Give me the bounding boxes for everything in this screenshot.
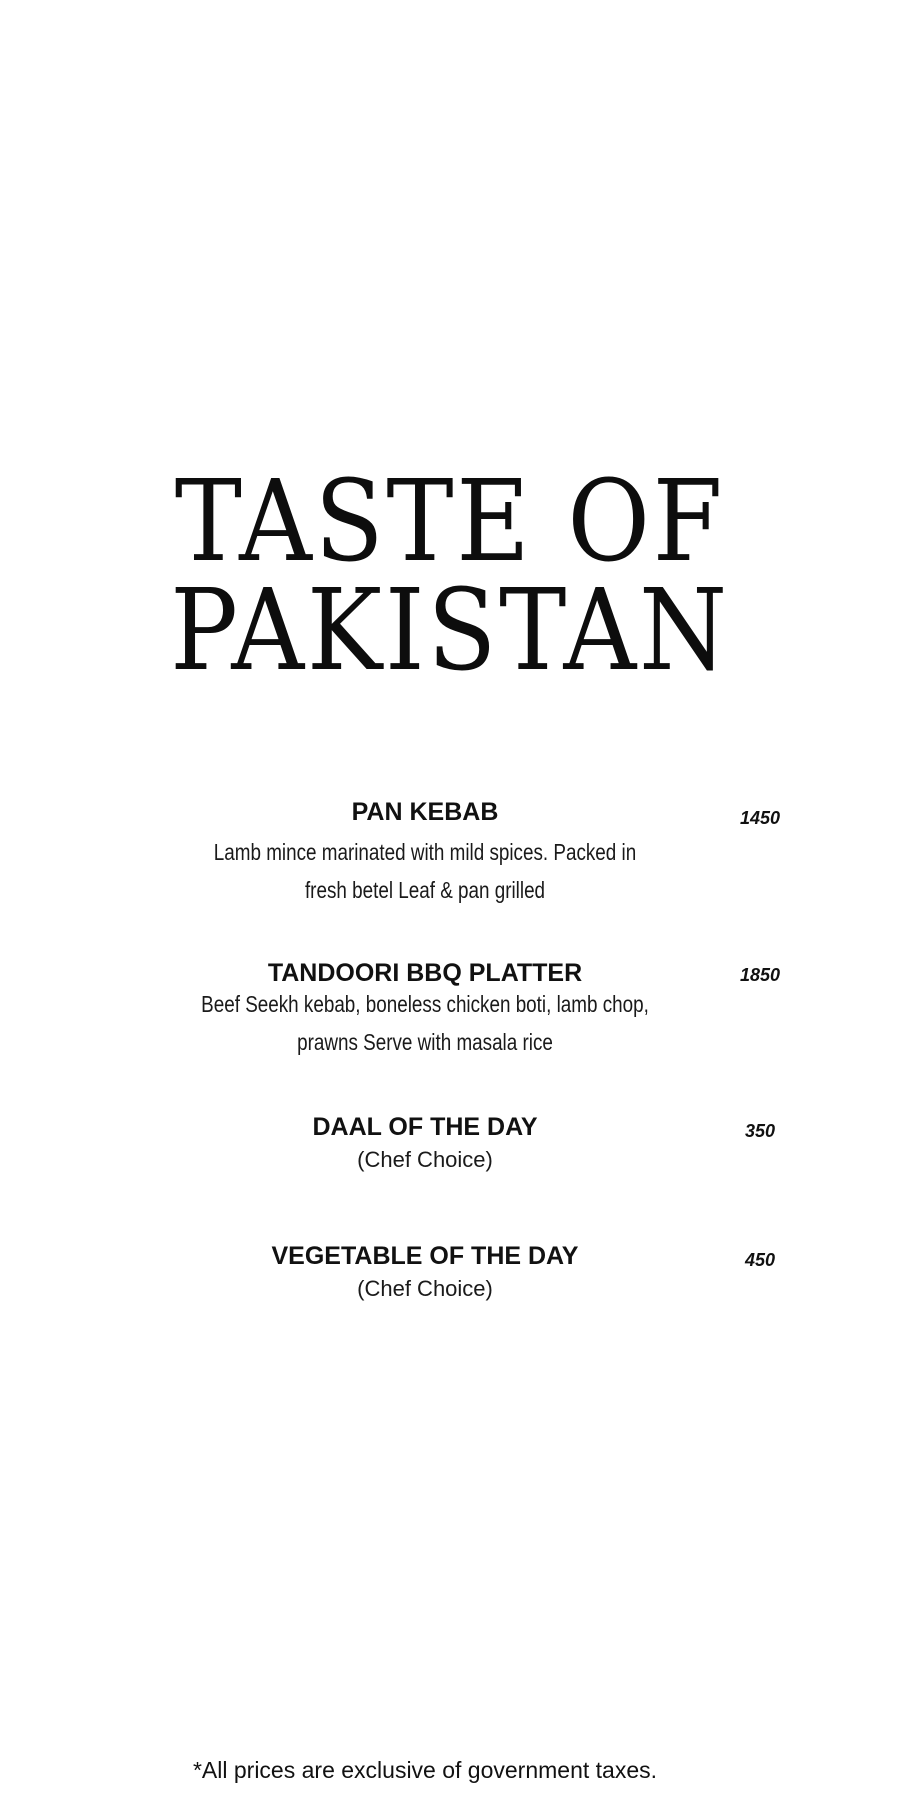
- item-description-line-1: Lamb mince marinated with mild spices. Packed in: [213, 839, 637, 865]
- item-name-pan-kebab: PAN KEBAB: [351, 798, 499, 826]
- item-description-line-2: fresh betel Leaf & pan grilled: [304, 877, 546, 903]
- item-name-vegetable-of-the-day: VEGETABLE OF THE DAY: [271, 1242, 579, 1270]
- item-note-chef-choice: (Chef Choice): [357, 1276, 493, 1301]
- menu-title-line-2: PAKISTAN: [170, 566, 730, 696]
- menu-title-line-1: TASTE OF: [174, 457, 726, 587]
- item-price-vegetable-of-the-day: 450: [744, 1250, 776, 1270]
- item-price-tandoori-bbq-platter: 1850: [739, 965, 781, 985]
- item-description-line-2: prawns Serve with masala rice: [297, 1029, 553, 1055]
- item-name-daal-of-the-day: DAAL OF THE DAY: [312, 1113, 538, 1141]
- item-price-pan-kebab: 1450: [739, 808, 781, 828]
- item-description-line-1: Beef Seekh kebab, boneless chicken boti, lamb chop,: [201, 991, 649, 1017]
- item-price-daal-of-the-day: 350: [744, 1121, 776, 1141]
- item-name-tandoori-bbq-platter: TANDOORI BBQ PLATTER: [267, 959, 583, 987]
- tax-disclaimer: *All prices are exclusive of government taxes.: [192, 1757, 658, 1783]
- item-note-chef-choice: (Chef Choice): [357, 1147, 493, 1172]
